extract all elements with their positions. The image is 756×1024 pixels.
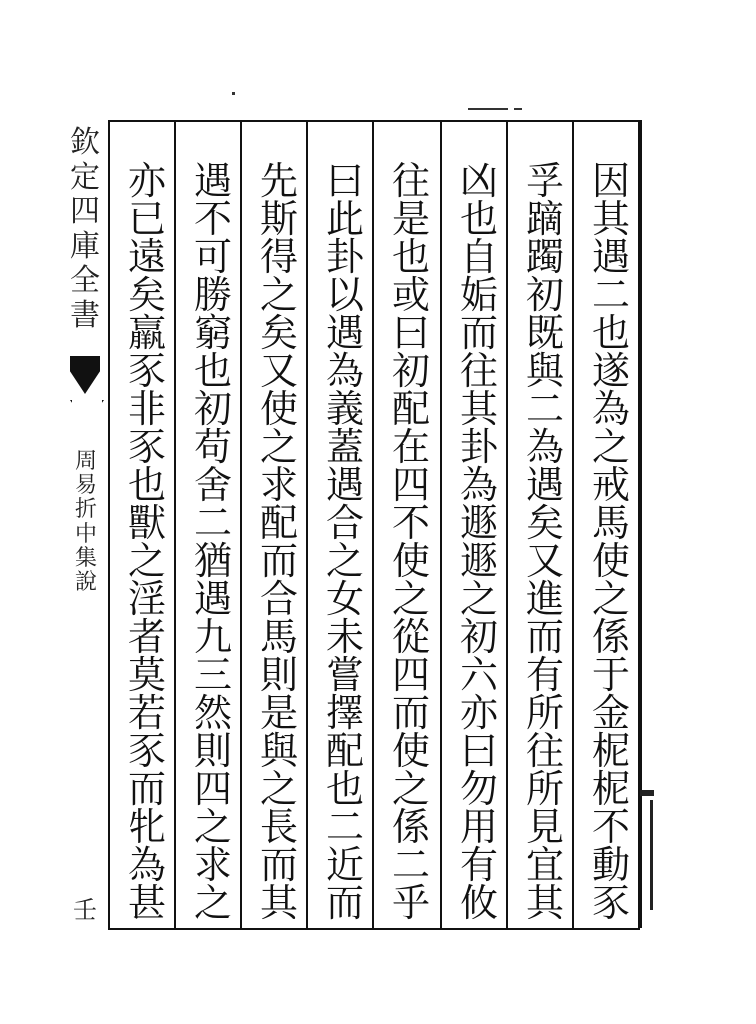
character: 不 xyxy=(591,805,630,849)
character: 曰 xyxy=(391,311,430,355)
character: 得 xyxy=(259,235,298,279)
character: 獸 xyxy=(127,501,166,545)
character: 豕 xyxy=(127,349,166,393)
character: 羸 xyxy=(127,311,166,355)
character: 為 xyxy=(325,349,364,393)
character: 卦 xyxy=(325,235,364,279)
character: 則 xyxy=(193,729,232,773)
character: 之 xyxy=(391,577,430,621)
character: 嘗 xyxy=(325,653,364,697)
character: 窮 xyxy=(193,311,232,355)
character: 斯 xyxy=(259,197,298,241)
margin-glyph: 欽 xyxy=(70,125,100,160)
character: 遇 xyxy=(591,235,630,279)
character: 于 xyxy=(591,653,630,697)
margin-glyph: 易 xyxy=(74,473,97,499)
margin-glyph: 周 xyxy=(74,449,97,474)
character: 其 xyxy=(525,881,564,925)
character: 四 xyxy=(391,463,430,507)
ink-speck xyxy=(514,108,522,110)
character: 此 xyxy=(325,197,364,241)
character: 遇 xyxy=(193,577,232,621)
character: 遇 xyxy=(325,311,364,355)
character: 是 xyxy=(259,691,298,735)
character: 則 xyxy=(259,653,298,697)
character: 動 xyxy=(591,843,630,887)
character: 乎 xyxy=(391,881,430,925)
character: 苟 xyxy=(193,425,232,469)
character: 九 xyxy=(193,615,232,659)
character: 有 xyxy=(525,653,564,697)
character: 之 xyxy=(259,425,298,469)
character: 豕 xyxy=(591,881,630,925)
character: 亦 xyxy=(127,159,166,203)
character: 用 xyxy=(459,805,498,849)
character: 躅 xyxy=(525,235,564,279)
character: 舍 xyxy=(193,463,232,507)
character: 初 xyxy=(459,615,498,659)
character: 二 xyxy=(591,273,630,317)
character: 豕 xyxy=(127,425,166,469)
character: 是 xyxy=(391,197,430,241)
character: 而 xyxy=(391,691,430,735)
character: 不 xyxy=(193,197,232,241)
character: 遯 xyxy=(459,501,498,545)
character: 所 xyxy=(525,691,564,735)
character: 柅 xyxy=(591,729,630,773)
character: 遂 xyxy=(591,349,630,393)
character: 擇 xyxy=(325,691,364,735)
character: 女 xyxy=(325,577,364,621)
character: 者 xyxy=(127,615,166,659)
character: 之 xyxy=(193,881,232,925)
character: 近 xyxy=(325,843,364,887)
character: 孚 xyxy=(525,159,564,203)
text-column xyxy=(446,159,512,925)
edge-mark xyxy=(640,790,654,796)
character: 為 xyxy=(525,425,564,469)
character: 甚 xyxy=(127,881,166,925)
character: 矣 xyxy=(525,501,564,545)
character: 也 xyxy=(391,235,430,279)
character: 卦 xyxy=(459,425,498,469)
character: 蹢 xyxy=(525,197,564,241)
text-column xyxy=(578,159,644,925)
character: 馬 xyxy=(591,501,630,545)
margin-glyph: 折 xyxy=(74,497,97,523)
character: 初 xyxy=(391,349,430,393)
character: 也 xyxy=(127,463,166,507)
text-column xyxy=(180,159,246,925)
character: 之 xyxy=(591,425,630,469)
character: 配 xyxy=(391,387,430,431)
character: 矣 xyxy=(127,273,166,317)
character: 遇 xyxy=(325,463,364,507)
character: 然 xyxy=(193,691,232,735)
character: 其 xyxy=(259,881,298,925)
character: 有 xyxy=(459,843,498,887)
character: 又 xyxy=(525,539,564,583)
character: 往 xyxy=(525,729,564,773)
character: 已 xyxy=(127,197,166,241)
character: 二 xyxy=(193,501,232,545)
character: 合 xyxy=(325,501,364,545)
margin-glyph: 集 xyxy=(74,545,97,571)
character: 三 xyxy=(193,653,232,697)
text-column xyxy=(246,159,312,925)
character: 見 xyxy=(525,805,564,849)
character: 或 xyxy=(391,273,430,317)
character: 之 xyxy=(591,577,630,621)
character: 因 xyxy=(591,159,630,203)
character: 攸 xyxy=(459,881,498,925)
character: 既 xyxy=(525,311,564,355)
character: 義 xyxy=(325,387,364,431)
character: 牝 xyxy=(127,805,166,849)
character: 求 xyxy=(193,843,232,887)
character: 使 xyxy=(591,539,630,583)
page-number: 壬 xyxy=(73,896,97,924)
character: 從 xyxy=(391,615,430,659)
edge-mark xyxy=(650,800,653,910)
character: 未 xyxy=(325,615,364,659)
margin-glyph: 四 xyxy=(70,194,100,229)
character: 之 xyxy=(259,273,298,317)
character: 豕 xyxy=(127,729,166,773)
character: 往 xyxy=(459,349,498,393)
character: 使 xyxy=(391,539,430,583)
character: 四 xyxy=(391,653,430,697)
character: 與 xyxy=(525,349,564,393)
margin-glyph: 全 xyxy=(70,263,100,298)
margin-glyph: 書 xyxy=(70,297,100,333)
character: 為 xyxy=(127,843,166,887)
character: 而 xyxy=(459,311,498,355)
margin-glyph: 定 xyxy=(70,159,100,195)
text-column xyxy=(312,159,378,925)
character: 之 xyxy=(127,539,166,583)
character: 馬 xyxy=(259,615,298,659)
character: 矣 xyxy=(259,311,298,355)
character: 遇 xyxy=(193,159,232,203)
character: 亦 xyxy=(459,691,498,735)
character: 莫 xyxy=(127,653,166,697)
character: 而 xyxy=(127,767,166,811)
fish-tail-ornament-icon xyxy=(70,356,100,394)
character: 初 xyxy=(525,273,564,317)
character: 為 xyxy=(591,387,630,431)
character: 猶 xyxy=(193,539,232,583)
character: 初 xyxy=(193,387,232,431)
character: 淫 xyxy=(127,577,166,621)
character: 宜 xyxy=(525,843,564,887)
character: 勿 xyxy=(459,767,498,811)
character: 戒 xyxy=(591,463,630,507)
character: 使 xyxy=(391,729,430,773)
text-column xyxy=(378,159,444,925)
character: 其 xyxy=(591,197,630,241)
character: 也 xyxy=(459,197,498,241)
margin-glyph: 庫 xyxy=(70,228,100,264)
character: 而 xyxy=(259,843,298,887)
book-title xyxy=(68,126,102,333)
character: 與 xyxy=(259,729,298,773)
character: 遠 xyxy=(127,235,166,279)
margin-glyph: 說 xyxy=(74,569,97,595)
character: 勝 xyxy=(193,273,232,317)
character: 所 xyxy=(525,767,564,811)
character: 不 xyxy=(391,501,430,545)
character: 也 xyxy=(325,767,364,811)
character: 二 xyxy=(391,843,430,887)
character: 又 xyxy=(259,349,298,393)
character: 以 xyxy=(325,273,364,317)
character: 凶 xyxy=(459,159,498,203)
character: 合 xyxy=(259,577,298,621)
character: 而 xyxy=(325,881,364,925)
character: 遯 xyxy=(459,539,498,583)
character: 蓋 xyxy=(325,425,364,469)
character: 曰 xyxy=(325,159,364,203)
character: 非 xyxy=(127,387,166,431)
character: 係 xyxy=(391,805,430,849)
fish-tail-lines-icon xyxy=(70,400,104,424)
character: 之 xyxy=(459,577,498,621)
character: 二 xyxy=(525,387,564,431)
character: 為 xyxy=(459,463,498,507)
character: 在 xyxy=(391,425,430,469)
character: 往 xyxy=(391,159,430,203)
character: 四 xyxy=(193,767,232,811)
character: 配 xyxy=(325,729,364,773)
character: 先 xyxy=(259,159,298,203)
character: 進 xyxy=(525,577,564,621)
character: 也 xyxy=(591,311,630,355)
text-column xyxy=(512,159,578,925)
character: 而 xyxy=(259,539,298,583)
text-column xyxy=(114,159,180,925)
character: 其 xyxy=(459,387,498,431)
character: 之 xyxy=(259,767,298,811)
character: 之 xyxy=(325,539,364,583)
character: 柅 xyxy=(591,767,630,811)
character: 使 xyxy=(259,387,298,431)
character: 之 xyxy=(391,767,430,811)
character: 遇 xyxy=(525,463,564,507)
character: 配 xyxy=(259,501,298,545)
column-rule xyxy=(108,120,110,928)
character: 求 xyxy=(259,463,298,507)
character: 若 xyxy=(127,691,166,735)
character: 金 xyxy=(591,691,630,735)
character: 姤 xyxy=(459,273,498,317)
character: 自 xyxy=(459,235,498,279)
character: 而 xyxy=(525,615,564,659)
character: 六 xyxy=(459,653,498,697)
section-title xyxy=(72,450,100,595)
character: 之 xyxy=(193,805,232,849)
character: 曰 xyxy=(459,729,498,773)
character: 也 xyxy=(193,349,232,393)
character: 係 xyxy=(591,615,630,659)
character: 二 xyxy=(325,805,364,849)
character: 長 xyxy=(259,805,298,849)
ink-speck xyxy=(468,108,508,110)
ink-speck xyxy=(232,92,235,95)
character: 可 xyxy=(193,235,232,279)
page-margin xyxy=(62,120,108,926)
margin-glyph: 中 xyxy=(74,521,97,547)
